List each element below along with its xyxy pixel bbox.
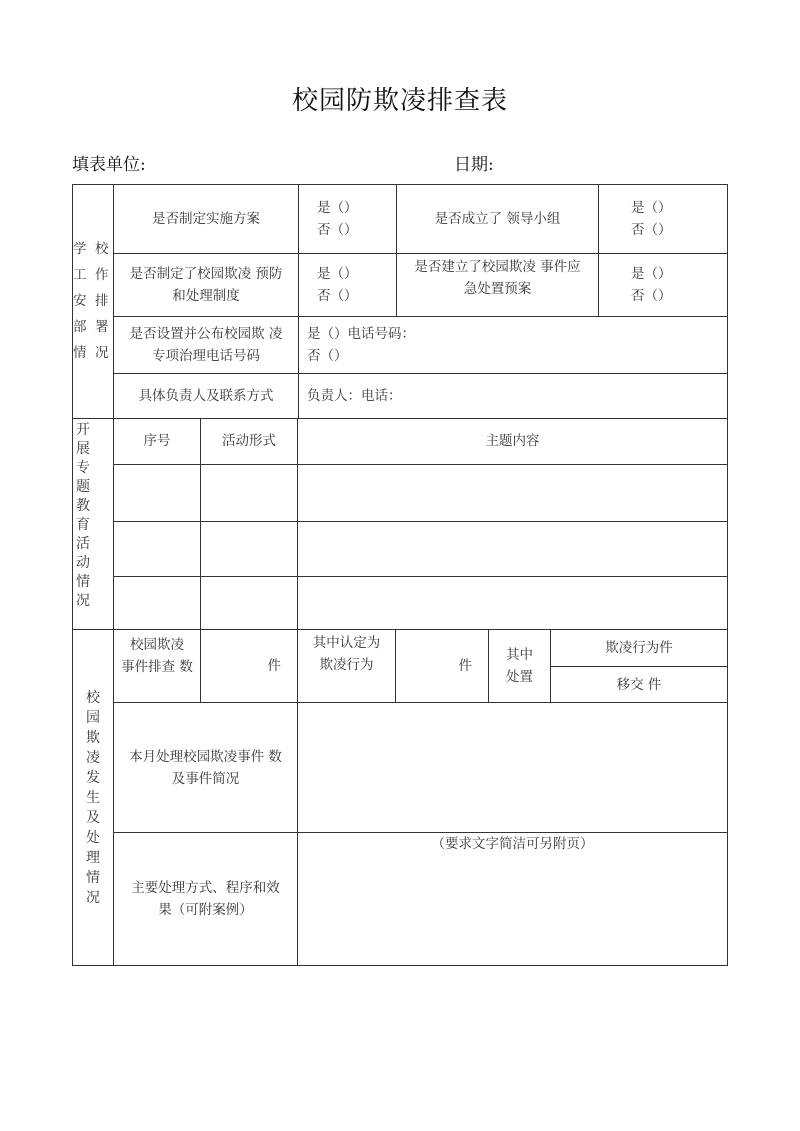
monthly-events-label: 本月处理校园欺凌事件 数 及事件简况 bbox=[113, 702, 298, 833]
emergency-plan-answer[interactable]: 是（） 否（） bbox=[598, 253, 728, 317]
contact-answer[interactable]: 负责人：电话： bbox=[298, 373, 728, 419]
activity-row-2-form[interactable] bbox=[200, 521, 298, 577]
check-count-unit[interactable]: 件 bbox=[200, 629, 298, 703]
bully-behavior-item[interactable]: 欺凌行为件 bbox=[550, 629, 728, 667]
handling-method-content[interactable] bbox=[297, 832, 728, 966]
activity-row-2-no[interactable] bbox=[113, 521, 201, 577]
col-header-content: 主题内容 bbox=[297, 418, 728, 465]
transfer-item[interactable]: 移交 件 bbox=[550, 666, 728, 703]
leader-group-answer[interactable]: 是（） 否（） bbox=[598, 184, 728, 254]
activity-row-1-form[interactable] bbox=[200, 464, 298, 522]
section2-label: 开 展 专 题 教 育 活 动 情 况 bbox=[72, 418, 114, 630]
activity-row-2-content[interactable] bbox=[297, 521, 728, 577]
emergency-plan-question: 是否建立了校园欺凌 事件应 急处置预案 bbox=[396, 253, 599, 317]
check-count-label: 校园欺凌 事件排查 数 bbox=[113, 629, 201, 703]
activity-row-1-content[interactable] bbox=[297, 464, 728, 522]
handling-method-label: 主要处理方式、程序和效 果（可附案例） bbox=[113, 832, 298, 966]
activity-row-3-no[interactable] bbox=[113, 576, 201, 630]
prevention-rule-answer[interactable]: 是（） 否（） bbox=[298, 253, 397, 317]
hotline-answer[interactable]: 是（）电话号码： 否（） bbox=[298, 316, 728, 374]
date-label: 日期: bbox=[454, 155, 494, 175]
handled-label: 其中 处置 bbox=[488, 629, 551, 703]
col-header-form: 活动形式 bbox=[200, 418, 298, 465]
prevention-rule-question: 是否制定了校园欺凌 预防 和处理制度 bbox=[113, 253, 299, 317]
plan-question: 是否制定实施方案 bbox=[113, 184, 299, 254]
contact-question: 具体负责人及联系方式 bbox=[113, 373, 299, 419]
col-header-no: 序号 bbox=[113, 418, 201, 465]
activity-row-3-form[interactable] bbox=[200, 576, 298, 630]
leader-group-question: 是否成立了 领导小组 bbox=[396, 184, 599, 254]
page-title: 校园防欺凌排查表 bbox=[291, 86, 508, 116]
section1-label: 学 校 工 作 安 排 部 署 情 况 bbox=[72, 184, 114, 419]
monthly-events-content[interactable] bbox=[297, 702, 728, 833]
activity-row-3-content[interactable] bbox=[297, 576, 728, 630]
fill-unit-label: 填表单位: bbox=[72, 155, 146, 175]
plan-answer[interactable]: 是（） 否（） bbox=[298, 184, 397, 254]
hotline-question: 是否设置并公布校园欺 凌 专项治理电话号码 bbox=[113, 316, 299, 374]
identified-unit[interactable]: 件 bbox=[395, 629, 489, 703]
section3-label: 校 园 欺 凌 发 生 及 处 理 情 况 bbox=[72, 629, 114, 966]
identified-label: 其中认定为 欺凌行为 bbox=[297, 629, 396, 703]
inspection-form-table bbox=[72, 184, 728, 966]
attachment-note: （要求文字简洁可另附页） bbox=[431, 836, 594, 852]
activity-row-1-no[interactable] bbox=[113, 464, 201, 522]
